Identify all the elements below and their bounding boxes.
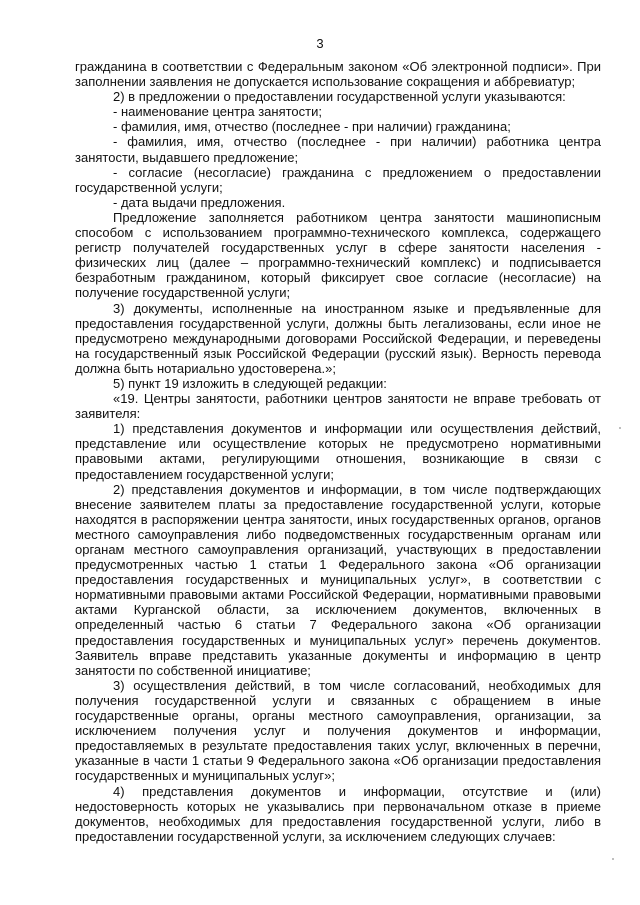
paragraph-clause-19-item-4: 4) представления документов и информации, отсутствие и (или) недостоверность которых не указывались при первоначальном отказе в приеме документов, необходимых для предоставления государственной услуги, либо в предоставлении государственной услуги, за исключением следующих случаев:: [75, 783, 601, 844]
page-number: 3: [316, 36, 324, 51]
paragraph-clause-19-item-1: 1) представления документов и информации или осуществления действий, представление или осуществление которых не предусмотрено нормативными правовыми актами, регулирующими отношения, возникающие в связи с предоставлением государственной услуги;: [75, 421, 601, 482]
paragraph-bullet-citizen-name: - фамилия, имя, отчество (последнее - при наличии) гражданина;: [113, 119, 511, 135]
paragraph-bullet-center-name: - наименование центра занятости;: [113, 104, 322, 120]
paragraph-bullet-issue-date: - дата выдачи предложения.: [113, 194, 286, 210]
paragraph-bullet-consent: - согласие (несогласие) гражданина с предложением о предоставлении государственной услуги;: [75, 164, 601, 195]
paragraph-offer-filling: Предложение заполняется работником центра занятости машинописным способом с использованием программно-технического комплекса, содержащего регистр получателей государственных услуг в сфере занятости населения - физических лиц (далее – программно-технический комплекс) и подписывается безработным гражданином, который фиксирует свое согласие (несогласие) на получение государственной услуги;: [75, 209, 601, 301]
paragraph-item-2-offer-contents: 2) в предложении о предоставлении государственной услуги указываются:: [113, 89, 566, 105]
scan-speck: [612, 858, 614, 860]
paragraph-clause-19-item-2: 2) представления документов и информации, в том числе подтверждающих внесение заявителем платы за предоставление государственной услуги, которые находятся в распоряжении центра занятости, иных государственных органов, органов местного самоуправления либо подведомственных государственным органам или органам местного самоуправления организаций, участвующих в предоставлении предусмотренных частью 1 статьи 1 Федерального закона «Об организации предоставления государственных и муниципальных услуг», в соответствии с нормативными правовыми актами Российской Федерации, нормативными правовыми актами Курганской области, за исключением документов, включенных в определенный частью 6 статьи 7 Федерального закона «Об организации предоставления государственных и муниципальных услуг» перечень документов. Заявитель вправе представить указанные документы и информацию в центр занятости по собственной инициативе;: [75, 481, 601, 678]
paragraph-item-3-foreign-documents: 3) документы, исполненные на иностранном языке и предъявленные для предоставления государственной услуги, должны быть легализованы, если иное не предусмотрено международными договорами Российской Федерации, и переведены на государственный язык Российской Федерации (русский язык). Верность перевода должна быть нотариально удостоверена.»;: [75, 300, 601, 376]
paragraph-item-5-clause-19: 5) пункт 19 изложить в следующей редакции:: [113, 375, 387, 391]
document-body: [75, 59, 601, 844]
scan-speck: [619, 427, 621, 429]
paragraph-clause-19-heading: «19. Центры занятости, работники центров занятости не вправе требовать от заявителя:: [75, 391, 601, 422]
paragraph-intro-continuation: гражданина в соответствии с Федеральным законом «Об электронной подписи». При заполнении заявления не допускается использование сокращения и аббревиатур;: [75, 59, 601, 90]
paragraph-bullet-employee-name: - фамилия, имя, отчество (последнее - при наличии) работника центра занятости, выдавшего предложение;: [75, 134, 601, 165]
paragraph-clause-19-item-3: 3) осуществления действий, в том числе согласований, необходимых для получения государственной услуги и связанных с обращением в иные государственные органы, органы местного самоуправления, организации, за исключением получения услуг и получения документов и информации, предоставляемых в результате предоставления таких услуг, включенных в перечни, указанные в части 1 статьи 9 Федерального закона «Об организации предоставления государственных и муниципальных услуг»;: [75, 677, 601, 784]
